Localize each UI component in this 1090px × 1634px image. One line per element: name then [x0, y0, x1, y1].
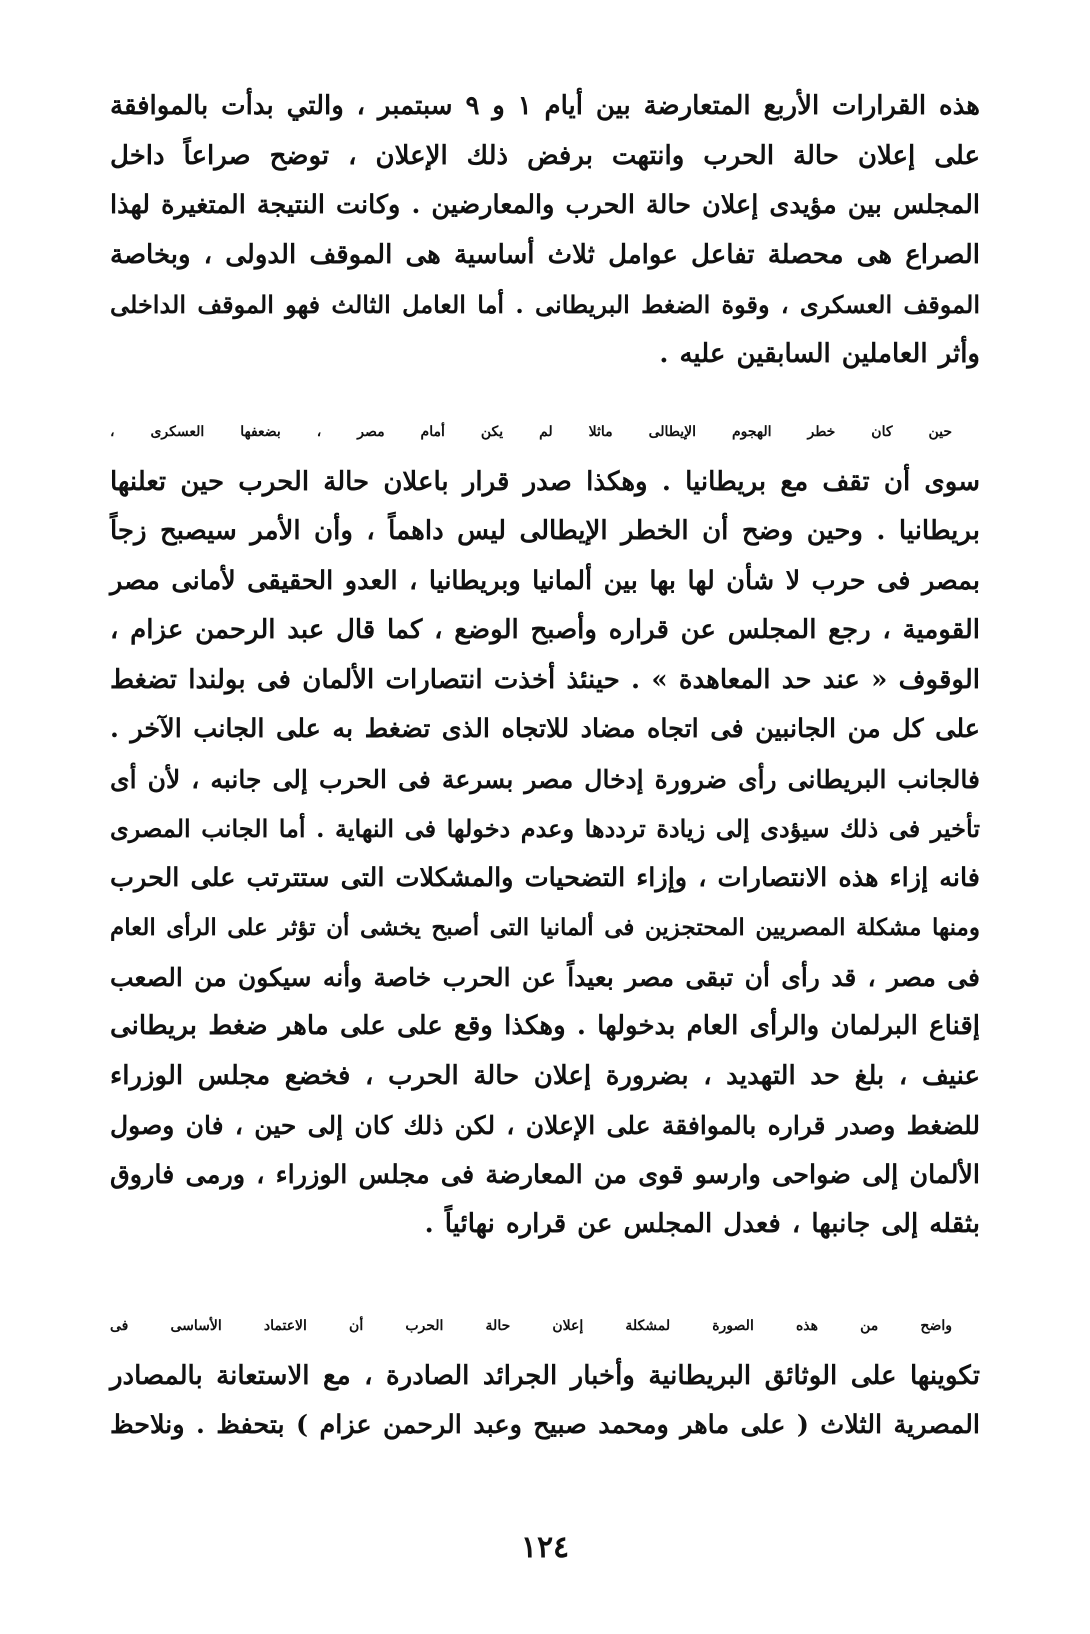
- text-line: بمصر فى حرب لا شأن لها بها بين ألمانيا وبريطانيا ، العدو الحقيقى لأمانى مصر: [110, 565, 980, 596]
- text-line: فى مصر ، قد رأى أن تبقى مصر بعيداً عن الحرب خاصة وأنه سيكون من الصعب: [110, 962, 980, 992]
- paragraph-1: [110, 82, 980, 379]
- text-line: على كل من الجانبين فى اتجاه مضاد للاتجاه الذى تضغط به على الجانب الآخر .: [110, 714, 980, 744]
- text-line: على إعلان حالة الحرب وانتهت برفض ذلك الإعلان ، توضح صراعاً داخل: [110, 140, 980, 171]
- text-line: القومية ، رجع المجلس عن قراره وأصبح الوضع ، كما قال عبد الرحمن عزام ،: [110, 615, 980, 645]
- text-line: الصراع هى محصلة تفاعل عوامل ثلاث أساسية هى الموقف الدولى ، وبخاصة: [110, 239, 980, 270]
- text-line: الموقف العسكرى ، وقوة الضغط البريطانى . أما العامل الثالث فهو الموقف الداخلى: [110, 290, 980, 319]
- text-line: واضح من هذه الصورة لمشكلة إعلان حالة الحرب أن الاعتماد الأساسى فى: [110, 1318, 952, 1334]
- text-line: تأخير فى ذلك سيؤدى إلى زيادة ترددها وعدم دخولها فى النهاية . أما الجانب المصرى: [110, 814, 980, 843]
- text-line: وأثر العاملين السابقين عليه .: [659, 338, 980, 369]
- text-line: إقناع البرلمان والرأى العام بدخولها . وهكذا وقع على على ماهر ضغط بريطانى: [110, 1011, 980, 1041]
- text-line: فالجانب البريطانى رأى ضرورة إدخال مصر بسرعة فى الحرب إلى جانبه ، لأن أى: [110, 764, 980, 794]
- page-number: ١٢٤: [520, 1530, 570, 1565]
- text-line: للضغط وصدر قراره بالموافقة على الإعلان ، لكن ذلك كان إلى حين ، فان وصول: [110, 1111, 980, 1140]
- text-line: تكوينها على الوثائق البريطانية وأخبار الجرائد الصادرة ، مع الاستعانة بالمصادر: [110, 1360, 980, 1391]
- text-line: سوى أن تقف مع بريطانيا . وهكذا صدر قرار باعلان حالة الحرب حين تعلنها: [110, 466, 980, 497]
- text-line: فانه إزاء هذه الانتصارات ، وإزاء التضحيات والمشكلات التى ستترتب على الحرب: [110, 862, 980, 893]
- text-line: عنيف ، بلغ حد التهديد ، بضرورة إعلان حالة الحرب ، فخضع مجلس الوزراء: [110, 1060, 980, 1091]
- text-line: ومنها مشكلة المصريين المحتجزين فى ألمانيا التى أصبح يخشى أن تؤثر على الرأى العام: [110, 914, 980, 941]
- text-line: الوقوف « عند حد المعاهدة » . حينئذ أخذت انتصارات الألمان فى بولندا تضغط: [110, 664, 980, 695]
- paragraph-3: [110, 1302, 980, 1451]
- paragraph-2: [110, 408, 980, 1250]
- text-line: بثقله إلى جانبها ، فعدل المجلس عن قراره نهائياً .: [424, 1209, 980, 1239]
- text-line: المجلس بين مؤيدى إعلان حالة الحرب والمعارضين . وكانت النتيجة المتغيرة لهذا: [110, 190, 980, 220]
- text-line: الألمان إلى ضواحى وارسو قوى من المعارضة فى مجلس الوزراء ، ورمى فاروق: [110, 1159, 980, 1190]
- text-line: بريطانيا . وحين وضح أن الخطر الإيطالى ليس داهماً ، وأن الأمر سيصبح زجاً: [110, 516, 980, 546]
- text-line: حين كان خطر الهجوم الإيطالى ماثلا لم يكن أمام مصر ، بضعفها العسكرى ،: [110, 424, 952, 440]
- text-line: المصرية الثلاث ( على ماهر ومحمد صبيح وعبد الرحمن عزام ) بتحفظ . ونلاحظ: [110, 1410, 980, 1440]
- text-line: هذه القرارات الأربع المتعارضة بين أيام ١ و ٩ سبتمبر ، والتي بدأت بالموافقة: [110, 91, 980, 121]
